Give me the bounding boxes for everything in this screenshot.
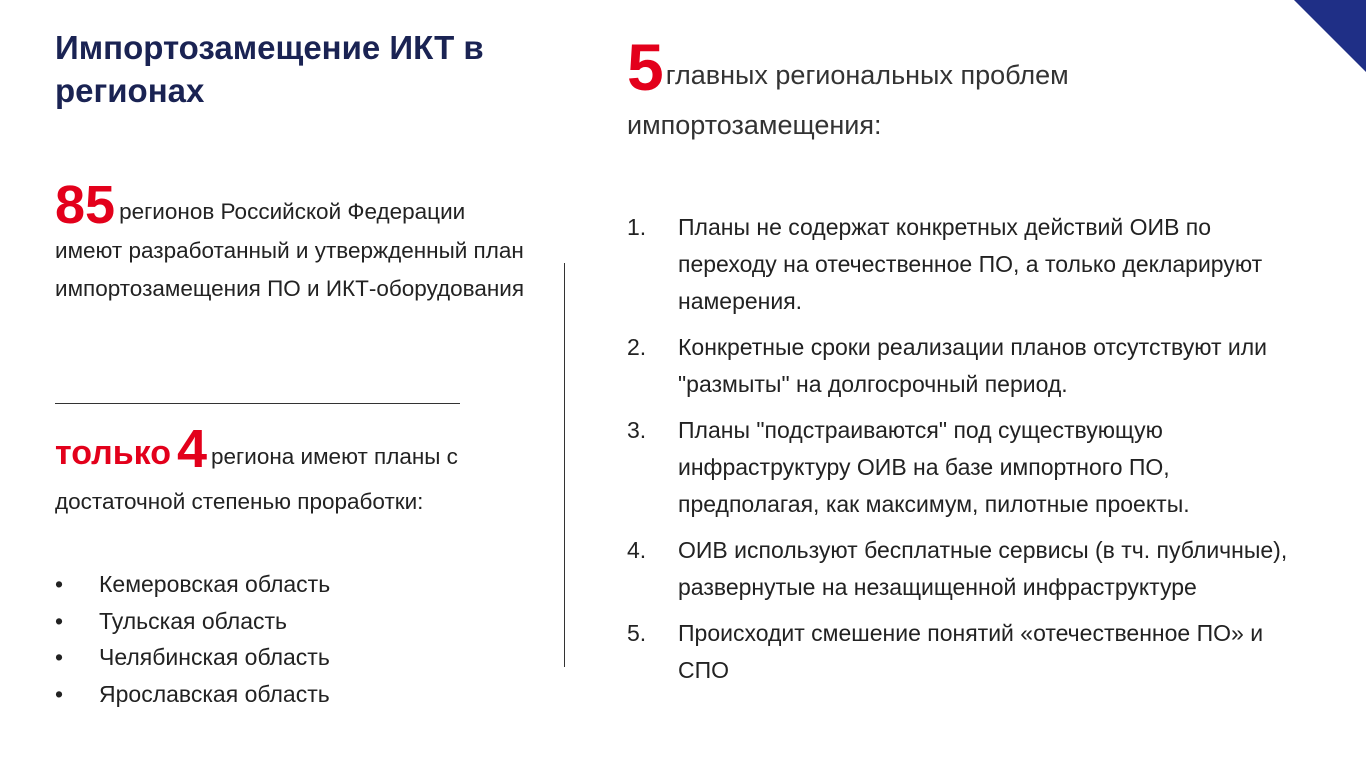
item-text: ОИВ используют бесплатные сервисы (в тч. публичные), развернутые на незащищенной инфраструктуре: [678, 537, 1288, 600]
stat-lead-text: региона имеют планы с: [211, 444, 458, 469]
item-number: 5.: [627, 620, 647, 646]
item-number: 3.: [627, 417, 647, 443]
problems-list: [627, 209, 1307, 698]
problems-header: [627, 30, 1327, 150]
list-item: [627, 209, 1307, 320]
list-item: [55, 603, 330, 640]
stat-detailed-plans: [55, 419, 535, 522]
stat-lead-text: регионов Российской Федерации: [119, 199, 466, 224]
bullet-icon: •: [55, 607, 64, 634]
item-text: Планы не содержат конкретных действий ОИВ по переходу на отечественное ПО, а только декларируют намерения.: [678, 214, 1263, 314]
region-name: Ярославская область: [99, 680, 330, 707]
item-number: 1.: [627, 214, 647, 240]
stat-prefix: только: [55, 434, 171, 472]
list-item: [627, 412, 1307, 523]
bullet-icon: •: [55, 644, 64, 670]
item-text: Планы "подстраиваются" под существующую инфраструктуру ОИВ на базе импортного ПО, предполагая, как максимум, пилотные проекты.: [678, 417, 1190, 517]
item-text: Происходит смешение понятий «отечественное ПО» и СПО: [678, 620, 1264, 683]
region-list: [55, 566, 330, 712]
list-item: [55, 639, 330, 676]
stat-description: имеют разработанный и утвержденный план импортозамещения ПО и ИКТ-оборудования: [55, 238, 525, 301]
problems-header-lead: главных региональных проблем: [665, 60, 1069, 90]
list-item: [55, 676, 330, 713]
region-name: Тульская область: [99, 607, 288, 634]
stat-number-4: 4: [176, 419, 208, 479]
list-item: [55, 566, 330, 603]
section-divider: [55, 403, 460, 404]
item-number: 4.: [627, 537, 647, 563]
bullet-icon: •: [55, 680, 64, 707]
stat-number-5: 5: [627, 30, 664, 104]
list-item: [627, 329, 1307, 403]
slide-title: Импортозамещение ИКТ в регионах: [55, 29, 484, 109]
stat-number-85: 85: [55, 175, 116, 235]
list-item: [627, 615, 1307, 689]
column-divider: [564, 263, 565, 667]
stat-regions-with-plans: [55, 175, 535, 308]
problems-header-rest: импортозамещения:: [627, 110, 882, 140]
region-name: Челябинская область: [99, 644, 330, 670]
region-name: Кемеровская область: [99, 571, 331, 597]
list-item: [627, 532, 1307, 606]
item-text: Конкретные сроки реализации планов отсутствуют или "размыты" на долгосрочный период.: [678, 334, 1267, 397]
bullet-icon: •: [55, 571, 64, 597]
stat-description: достаточной степенью проработки:: [55, 489, 424, 514]
item-number: 2.: [627, 334, 647, 360]
